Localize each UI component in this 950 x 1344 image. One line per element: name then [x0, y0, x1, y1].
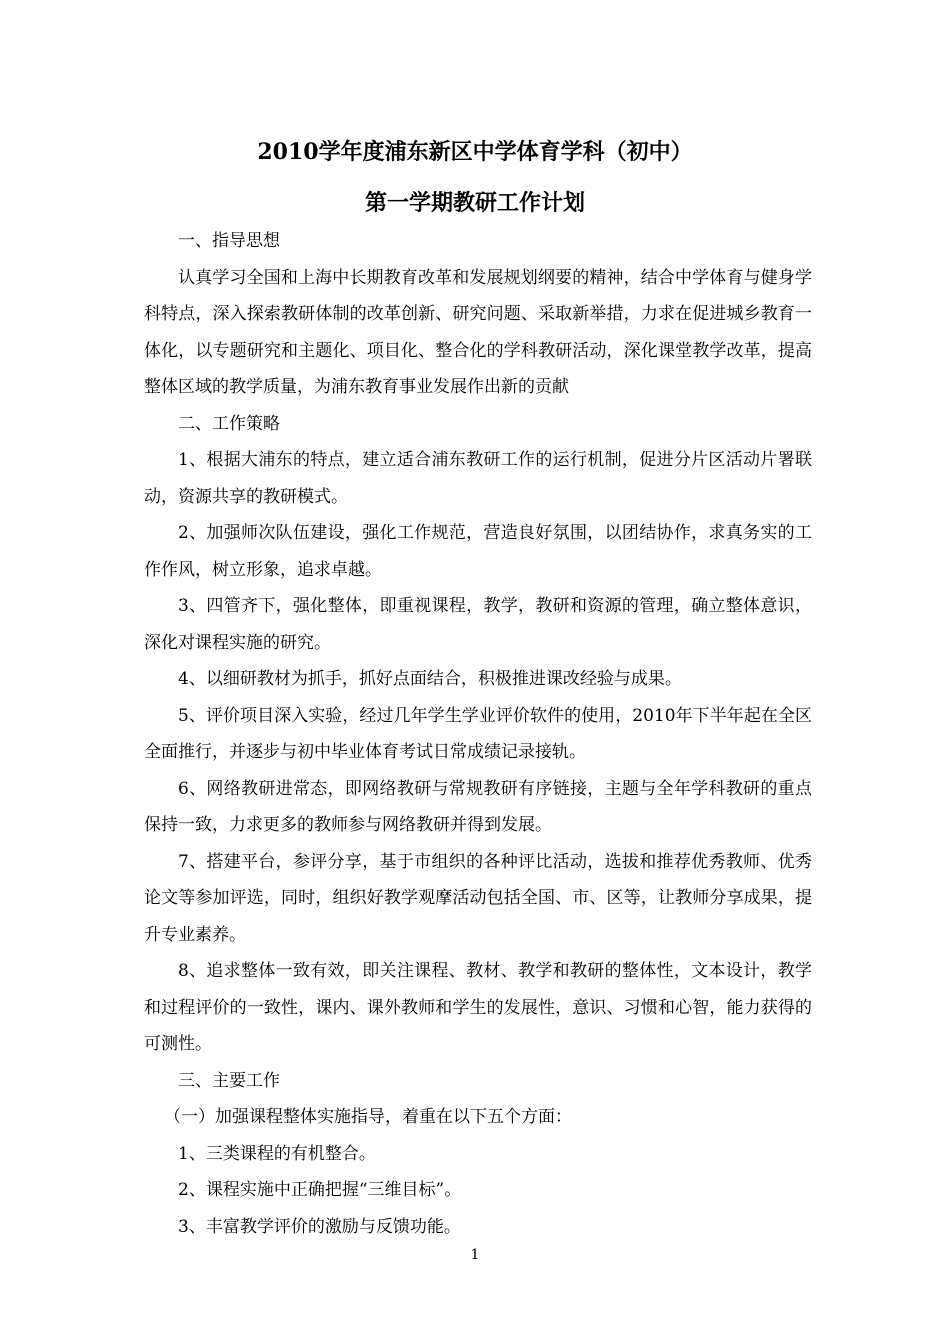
section-heading-main-work: 三、主要工作: [178, 1070, 280, 1091]
document-title-line-2: 第一学期教研工作计划: [364, 190, 585, 216]
document-title-line-1: 2010学年度浦东新区中学体育学科（初中）: [257, 139, 693, 165]
paragraph-guiding-ideology: 认真学习全国和上海中长期教育改革和发展规划纲要的精神，结合中学体育与健身学科特点，深入探索教研体制的改革创新、研究问题、采取新举措，力求在促进城乡教育一体化，以专题研究和主题化、项目化、整合化的学科教研活动，深化课堂教学改革，提高整体区域的教学质量，为浦东教育事业发展作出新的贡献: [144, 267, 812, 397]
strategy-item-4: 4、以细研教材为抓手，抓好点面结合，积极推进课改经验与成果。: [178, 669, 682, 689]
subsection-heading-curriculum-guidance: （一）加强课程整体实施指导，着重在以下五个方面：: [164, 1107, 572, 1127]
strategy-item-2: 2、加强师次队伍建设，强化工作规范，营造良好氛围，以团结协作，求真务实的工作作风，树立形象，追求卓越。: [144, 523, 812, 580]
work-item-1: 1、三类课程的有机整合。: [178, 1143, 376, 1164]
strategy-item-1: 1、根据大浦东的特点，建立适合浦东教研工作的运行机制，促进分片区活动片署联动，资源共享的教研模式。: [144, 450, 812, 507]
strategy-item-5: 5、评价项目深入实验，经过几年学生学业评价软件的使用，2010年下半年起在全区全面推行，并逐步与初中毕业体育考试日常成绩记录接轨。: [144, 705, 812, 762]
work-item-2: 2、课程实施中正确把握“三维目标”。: [178, 1180, 462, 1200]
strategy-item-7: 7、搭建平台，参评分享，基于市组织的各种评比活动，选拔和推荐优秀教师、优秀论文等参加评选，同时，组织好教学观摩活动包括全国、市、区等，让教师分享成果，提升专业素养。: [144, 851, 812, 945]
strategy-item-8: 8、追求整体一致有效，即关注课程、教材、教学和教研的整体性，文本设计，教学和过程评价的一致性，课内、课外教师和学生的发展性，意识、习惯和心智，能力获得的可测性。: [144, 961, 812, 1054]
section-heading-work-strategy: 二、工作策略: [178, 413, 280, 434]
work-item-3: 3、丰富教学评价的激励与反馈功能。: [178, 1216, 461, 1237]
document-body: [144, 223, 812, 1245]
strategy-item-3: 3、四管齐下，强化整体，即重视课程，教学，教研和资源的管理，确立整体意识，深化对课程实施的研究。: [144, 596, 812, 653]
strategy-item-6: 6、网络教研进常态，即网络教研与常规教研有序链接，主题与全年学科教研的重点保持一致，力求更多的教师参与网络教研并得到发展。: [144, 778, 812, 835]
section-heading-guiding-ideology: 一、指导思想: [178, 231, 280, 251]
page-number: 1: [470, 1247, 480, 1263]
